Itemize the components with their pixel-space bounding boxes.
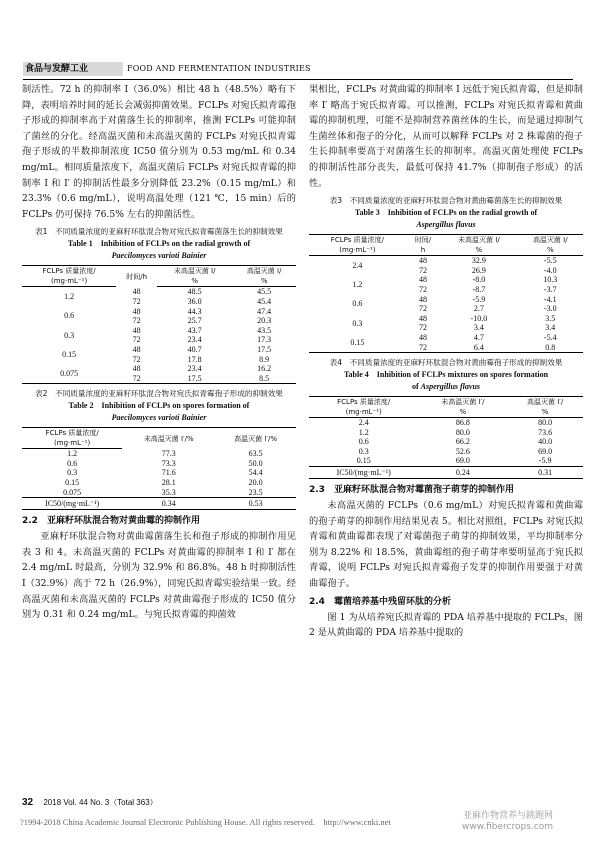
table2-cell-unsterilized: 28.1 (161, 478, 176, 488)
table1-cell-sterilized: 45.5 (257, 287, 272, 297)
table1-col3-unit: % (157, 276, 232, 287)
table4-cell-unsterilized: 52.6 (455, 446, 470, 456)
journal-name-en: FOOD AND FERMENTATION INDUSTRIES (127, 64, 311, 73)
issue-info: 2018 Vol. 44 No. 3（Total 363） (43, 798, 158, 807)
table1-cell-unsterilized: 36.0 (187, 296, 202, 306)
table1-col-conc: FCLPs 质量浓度/ (22, 266, 116, 277)
table4-col-unsterilized: 未高温灭菌 I′/ (418, 397, 507, 408)
table2-cell-sterilized: 23.5 (248, 487, 263, 497)
table2-cell-unsterilized: 73.3 (161, 458, 176, 468)
table2-ic50-a: 0.34 (122, 498, 215, 510)
section-2-4-heading: 2.4 霉菌培养基中残留环肽的分析 (309, 596, 451, 607)
journal-name-cn: 食品与发酵工业 (23, 62, 123, 76)
table1-cell-unsterilized: 25.7 (187, 316, 202, 326)
table4-body (309, 418, 583, 467)
table2-col-conc-unit: (mg·mL⁻¹) (22, 438, 122, 449)
table1-cell-sterilized: 8.5 (232, 374, 296, 384)
table3-cell-time: 72 (419, 304, 427, 314)
table3-col-time-unit: h (406, 245, 440, 256)
table2-cell-sterilized: 20.0 (248, 478, 263, 488)
table3-cell-conc: 1.2 (352, 280, 363, 290)
table2-cell-conc: 0.15 (65, 478, 80, 488)
table1-cell-time: 72 (132, 316, 141, 326)
table1-cell-unsterilized: 43.7 (187, 325, 202, 335)
table3-cell-sterilized: 10.3 (543, 275, 558, 285)
table3-cell-sterilized: -5.4 (543, 332, 557, 342)
table2-row (22, 449, 296, 459)
table2-cell-conc: 0.3 (67, 468, 78, 478)
table3-body (309, 256, 583, 353)
table1-col-sterilized: 高温灭菌 I/ (232, 266, 296, 277)
table4-cell-unsterilized: 69.0 (455, 456, 470, 466)
table1-caption-en: Table 1 Inhibition of FCLPs on the radial growth of Paecilomyces varioti Bainier (67, 239, 251, 261)
table1-row (22, 345, 296, 355)
table1-cell-time: 72 (132, 335, 141, 345)
table1-col-unsterilized: 未高温灭菌 I/ (157, 266, 232, 277)
table4-cell-conc: 2.4 (358, 418, 369, 428)
table-4 (309, 396, 583, 479)
table1-cell-unsterilized: 17.5 (157, 374, 232, 384)
table4-col3-unit: % (507, 407, 583, 418)
table1-cell-sterilized: 45.4 (257, 296, 272, 306)
table2-col-unsterilized: 未高温灭菌 I′/% (122, 428, 215, 449)
table1-col4-unit: % (232, 276, 296, 287)
table3-cell-unsterilized: 3.4 (473, 323, 484, 333)
table3-cell-sterilized: 3.5 (545, 313, 556, 323)
copyright-notice: ?1994-2018 China Academic Journal Electronic Publishing House. All rights reserved. http://www.cnki.net (20, 817, 391, 827)
table1-col-conc-unit: (mg·mL⁻¹) (22, 276, 116, 287)
section-2-2-heading: 2.2 亚麻籽环肽混合物对黄曲霉的抑制作用 (22, 516, 200, 527)
table1-cell-time: 48 (132, 306, 141, 316)
table1-row (22, 364, 296, 374)
table1-caption-cn: 表1 不同质量浓度的亚麻籽环肽混合物对宛氏拟青霉菌落生长的抑制效果 (35, 227, 283, 237)
table1-cell-sterilized: 43.5 (257, 325, 272, 335)
table4-cell-conc: 0.6 (358, 437, 369, 447)
table1-body (22, 287, 296, 384)
table3-caption-cn: 表3 不同质量浓度的亚麻籽环肽混合物对黄曲霉菌落生长的抑制效果 (329, 196, 563, 206)
table3-cell-time: 48 (419, 294, 427, 304)
table2-cell-sterilized: 54.4 (248, 468, 263, 478)
table3-cell-unsterilized: -10.0 (470, 313, 488, 323)
table1-cell-time: 48 (132, 287, 141, 297)
table3-cell-conc: 0.15 (309, 333, 406, 353)
table2-ic50-row (22, 498, 296, 510)
page-footer (22, 797, 158, 808)
table4-ic50-b: 0.31 (507, 467, 583, 479)
table3-cell-unsterilized: 6.4 (440, 343, 517, 353)
table3-cell-time: 48 (419, 332, 427, 342)
table3-row (309, 256, 583, 266)
table4-col-conc-unit: (mg·mL⁻¹) (309, 407, 418, 418)
table1-cell-unsterilized: 44.3 (187, 306, 202, 316)
table2-col-conc: FCLPs 质量浓度/ (22, 428, 122, 439)
page-number: 32 (22, 797, 34, 808)
table3-cell-unsterilized: -8.7 (472, 284, 486, 294)
table2-cell-sterilized: 50.0 (248, 458, 263, 468)
right-paragraph-3: 图 1 为从培养宛氏拟青霉的 PDA 培养基中提取的 FCLPs，图 2 是从黄曲霉的 PDA 培养基中提取的 (309, 611, 583, 639)
table1-cell-time: 48 (132, 325, 141, 335)
table-1 (22, 265, 296, 384)
table4-cell-sterilized: -5.9 (538, 456, 552, 466)
right-paragraph-1: 果相比，FCLPs 对黄曲霉的抑制率 I 远低于宛氏拟青霉，但是抑制率 I′ 略高于宛氏拟青霉。可以推测，FCLPs 对宛氏拟青霉和黄曲霉的抑制机理，可能不是抑制营养菌丝体的生长，而是通过抑制气生菌丝体和孢子的分化，从而可以解释 FCLPs 对 2 株霉菌的孢子生长抑制率要高于对菌落生长的抑制率。高温灭菌处理使 FCLPs 的抑制活性部分丧失，最低可保持 41.7%（抑制孢子形成）的活性。 (309, 84, 583, 189)
table1-cell-sterilized: 16.2 (257, 364, 272, 374)
table3-cell-conc: 0.6 (352, 299, 363, 309)
table1-cell-conc: 1.2 (64, 292, 75, 302)
table1-cell-sterilized: 20.3 (257, 316, 272, 326)
left-paragraph-2: 亚麻籽环肽混合物对黄曲霉菌落生长和孢子形成的抑制作用见表 3 和 4。未高温灭菌的 FCLPs 对黄曲霉的抑制率 I 和 I′ 都在 2.4 mg/mL 时最高，分别为 32.9% 和 86.8%。48 h 时抑制活性 I（32.9%）高于 72 h（26.9%），同宛氏拟青霉实验结果一致。经高温灭菌和未高温灭菌的 FCLPs 对黄曲霉孢子形成的 IC50 值分别为 0.31 和 0.24 mg/mL。与宛氏拟青霉的抑菌效 (22, 531, 296, 621)
table2-row (22, 459, 296, 469)
watermark-url: www.fibercrops.com (462, 822, 553, 832)
table1-cell-conc: 0.075 (22, 364, 116, 384)
table3-row (309, 275, 583, 285)
table1-cell-sterilized: 17.3 (257, 335, 272, 345)
right-paragraph-2: 未高温灭菌的 FCLPs（0.6 mg/mL）对宛氏拟青霉和黄曲霉的孢子萌芽的抑制作用结果见表 5。相比对照组，FCLPs 对宛氏拟青霉和黄曲霉都表现了对霉菌孢子萌芽的抑制效果，平均抑制率分别为 8.22% 和 18.5%，黄曲霉组的孢子萌芽率要明显高于宛氏拟青霉，说明 FCLPs 对宛氏拟青霉孢子发芽的抑制作用要强于对黄曲霉孢子。 (309, 500, 583, 590)
right-column (309, 82, 583, 643)
table1-row (22, 287, 296, 297)
table1-row (22, 307, 296, 317)
table3-cell-time: 72 (419, 265, 427, 275)
left-paragraph-1: 制活性。72 h 的抑制率 I（36.0%）相比 48 h（48.5%）略有下降，表明培养时间的延长会减弱抑菌效果。FCLPs 对宛氏拟青霉孢子形成的抑制率高于对菌落生长的抑制率，推测 FCLPs 可能抑制了菌丝的分化。经高温灭菌和未高温灭菌的 FCLPs 对宛氏拟青霉孢子形成的半数抑制浓度 IC50 值分别为 0.53 mg/mL 和 0.34 mg/mL。相同质量浓度下，高温灭菌后 FCLPs 对宛氏拟青霉的抑制率 I 和 I′ 的抑制活性最多分别降低 23.2%（0.15 mg/mL）和 23.3%（0.6 mg/mL），说明高温处理（121 ℃，15 min）后的 FCLPs 仍可保持 76.5% 左右的抑菌活性。 (22, 84, 296, 220)
table4-cell-unsterilized: 80.0 (455, 427, 470, 437)
table2-cell-unsterilized: 71.6 (161, 468, 176, 478)
table2-caption-cn: 表2 不同质量浓度的亚麻籽环肽混合物对宛氏拟青霉孢子形成的抑制效果 (35, 389, 283, 399)
table4-row (309, 447, 583, 457)
table1-cell-unsterilized: 40.7 (187, 344, 202, 354)
table1-cell-sterilized: 17.5 (257, 344, 272, 354)
table4-col-conc: FCLPs 质量浓度/ (309, 397, 418, 408)
table4-cell-conc: 0.15 (356, 456, 371, 466)
table2-col-sterilized: 高温灭菌 I′/% (215, 428, 296, 449)
table1-cell-sterilized: 47.4 (257, 306, 272, 316)
table3-cell-sterilized: 0.8 (518, 343, 583, 353)
table3-cell-conc: 2.4 (352, 260, 363, 270)
header-rule (23, 79, 573, 80)
table4-row (309, 437, 583, 447)
table-2 (22, 427, 296, 510)
journal-header (23, 62, 573, 78)
table4-row (309, 428, 583, 438)
table1-cell-unsterilized: 17.8 (187, 354, 202, 364)
table1-cell-unsterilized: 23.4 (187, 335, 202, 345)
table4-ic50-row (309, 467, 583, 479)
table3-row (309, 333, 583, 343)
table4-col2-unit: % (418, 407, 507, 418)
table3-cell-time: 72 (419, 323, 427, 333)
table2-cell-sterilized: 63.5 (248, 449, 263, 459)
table1-row (22, 326, 296, 336)
table3-cell-conc: 0.3 (352, 318, 363, 328)
table3-cell-time: 72 (406, 343, 440, 353)
table2-row (22, 488, 296, 498)
table4-cell-sterilized: 69.0 (538, 446, 553, 456)
table2-cell-unsterilized: 77.3 (161, 449, 176, 459)
table1-cell-unsterilized: 23.4 (187, 364, 202, 374)
watermark (462, 811, 553, 833)
table3-cell-sterilized: -3.7 (543, 284, 557, 294)
table4-cell-sterilized: 80.0 (538, 418, 553, 428)
table3-cell-sterilized: -4.0 (543, 265, 557, 275)
table3-cell-unsterilized: 32.9 (471, 256, 486, 266)
table4-cell-sterilized: 40.0 (538, 437, 553, 447)
table3-cell-unsterilized: 2.7 (473, 304, 484, 314)
table3-cell-sterilized: -4.1 (543, 294, 557, 304)
table3-col-conc-unit: (mg·mL⁻¹) (309, 245, 406, 256)
table2-cell-conc: 1.2 (67, 449, 78, 459)
table1-cell-time: 72 (132, 354, 141, 364)
table1-cell-conc: 0.3 (64, 330, 75, 340)
table3-col-conc: FCLPs 质量浓度/ (309, 235, 406, 246)
table-3 (309, 234, 583, 353)
table4-caption-en: Table 4 Inhibition of FCLPs mixtures on spores formation of Aspergillus flavus (343, 370, 549, 392)
table1-cell-conc: 0.15 (62, 349, 77, 359)
table3-col4-unit: % (518, 245, 583, 256)
table3-cell-time: 72 (419, 284, 427, 294)
table4-cell-sterilized: 73.6 (538, 427, 553, 437)
table3-cell-time: 48 (419, 313, 427, 323)
table4-ic50-label: IC50/(mg·mL⁻¹) (309, 467, 418, 479)
table1-cell-time: 72 (116, 374, 157, 384)
table3-cell-unsterilized: -5.9 (472, 294, 486, 304)
left-column (22, 82, 296, 625)
table2-ic50-label: IC50/(mg·mL⁻¹) (22, 498, 122, 510)
table1-cell-conc: 0.6 (64, 311, 75, 321)
table1-cell-time: 48 (132, 344, 141, 354)
table3-col-unsterilized: 未高温灭菌 I/ (440, 235, 517, 246)
table2-body (22, 449, 296, 498)
table2-cell-conc: 0.6 (67, 458, 78, 468)
table1-cell-time: 48 (132, 364, 141, 374)
table1-cell-unsterilized: 48.5 (187, 287, 202, 297)
table3-cell-sterilized: 3.4 (545, 323, 556, 333)
table4-row (309, 456, 583, 466)
table2-cell-unsterilized: 35.3 (161, 487, 176, 497)
table1-cell-sterilized: 8.9 (259, 354, 270, 364)
table3-caption-en: Table 3 Inhibition of FCLPs on the radial growth of Aspergillus flavus (354, 208, 538, 230)
table3-row (309, 295, 583, 305)
table4-row (309, 418, 583, 428)
table2-caption-en: Table 2 Inhibition of FCLPs on spores formation of Paecilomyces varioti Bainier (68, 401, 250, 423)
table4-caption-cn: 表4 不同质量浓度的亚麻籽环肽混合物对黄曲霉孢子形成的抑制效果 (329, 358, 563, 368)
table2-row (22, 468, 296, 478)
table2-row (22, 478, 296, 488)
table2-cell-conc: 0.075 (63, 487, 82, 497)
table3-cell-unsterilized: 4.7 (473, 332, 484, 342)
section-2-3-heading: 2.3 亚麻籽环肽混合物对霉菌孢子萌芽的抑制作用 (309, 485, 514, 496)
table3-col-sterilized: 高温灭菌 I/ (518, 235, 583, 246)
table4-cell-conc: 0.3 (358, 446, 369, 456)
table4-ic50-a: 0.24 (418, 467, 507, 479)
table4-cell-unsterilized: 86.8 (455, 418, 470, 428)
watermark-cn: 亚麻作物营养与跳跑网 (462, 811, 553, 821)
table3-cell-unsterilized: -8.0 (472, 275, 486, 285)
table2-ic50-b: 0.53 (215, 498, 296, 510)
table3-cell-sterilized: -3.0 (543, 304, 557, 314)
table4-cell-unsterilized: 66.2 (455, 437, 470, 447)
table3-col3-unit: % (440, 245, 517, 256)
table1-cell-time: 72 (132, 296, 141, 306)
table4-cell-conc: 1.2 (358, 427, 369, 437)
table4-col-sterilized: 高温灭菌 I′/ (507, 397, 583, 408)
table3-col-time: 时间/ (406, 235, 440, 246)
table3-cell-sterilized: -5.5 (543, 256, 557, 266)
table1-col-time: 时间/h (116, 266, 157, 287)
table3-cell-time: 48 (419, 256, 427, 266)
table3-cell-unsterilized: 26.9 (471, 265, 486, 275)
table3-cell-time: 48 (419, 275, 427, 285)
table3-row (309, 314, 583, 324)
